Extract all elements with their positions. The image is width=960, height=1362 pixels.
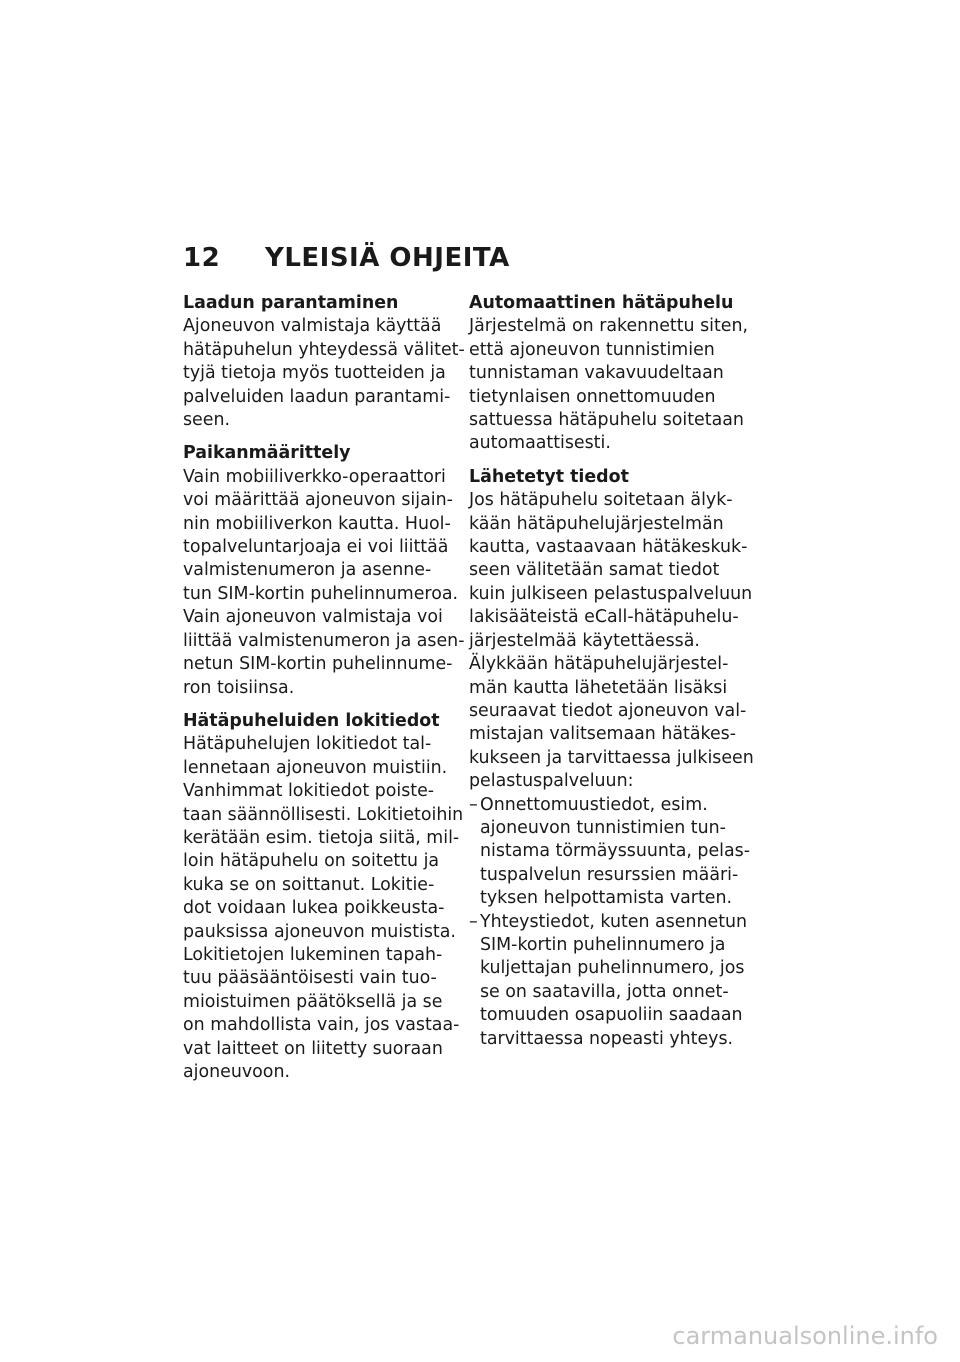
section-paikanmaarittely [183, 442, 465, 699]
text-line: nin mobiiliverkon kautta. Huol- [183, 513, 451, 534]
text-line: voi määrittää ajoneuvon sijain- [183, 490, 453, 511]
text-line: järjestelmää käytettäessä. [469, 630, 700, 651]
section-title: Hätäpuheluiden lokitiedot [183, 710, 440, 731]
right-column [469, 292, 754, 1061]
bullet-dash: – [469, 911, 478, 932]
text-line: ajoneuvoon. [183, 1062, 290, 1082]
section-title: Automaattinen hätäpuhelu [469, 293, 734, 313]
text-line: tomuuden osapuoliin saadaan [480, 1005, 743, 1026]
text-line: män kautta lähetetään lisäksi [469, 677, 728, 698]
text-line: seen välitetään samat tiedot [469, 560, 720, 581]
text-line: Jos hätäpuhelu soitetaan älyk- [469, 490, 733, 511]
chapter-heading [183, 243, 510, 273]
text-line: Hätäpuhelujen lokitiedot tal- [183, 734, 432, 755]
text-line: ron toisiinsa. [183, 677, 295, 698]
section-title: Lähetetyt tiedot [469, 466, 629, 487]
list-item [469, 794, 750, 911]
text-line: kukseen ja tarvittaessa julkiseen [469, 747, 754, 768]
text-line: kuljettajan puhelinnumero, jos [480, 958, 745, 979]
text-line: Vain ajoneuvon valmistaja voi [183, 607, 443, 628]
text-line: netun SIM-kortin puhelinnume- [183, 654, 453, 675]
text-line: Onnettomuustiedot, esim. [480, 794, 708, 815]
text-line: valmistenumeron ja asenne- [183, 560, 432, 581]
text-line: on mahdollista vain, jos vastaa- [183, 1015, 460, 1036]
bullet-dash: – [469, 794, 478, 815]
text-line: että ajoneuvon tunnistimien [469, 339, 715, 360]
text-line: tarvittaessa nopeasti yhteys. [480, 1028, 734, 1049]
text-line: hätäpuhelun yhteydessä välitet- [183, 339, 465, 360]
chapter-title: YLEISIÄ OHJEITA [265, 243, 510, 273]
text-line: se on saatavilla, jotta onnet- [480, 981, 729, 1002]
text-line: automaattisesti. [469, 433, 611, 454]
text-line: seen. [183, 410, 231, 431]
text-line: vat laitteet on liitetty suoraan [183, 1038, 443, 1059]
text-line: lennetaan ajoneuvon muistiin. [183, 757, 448, 778]
text-line: Ajoneuvon valmistaja käyttää [183, 316, 442, 337]
section-lahetetyt-tiedot [469, 466, 754, 1051]
text-line: Älykkään hätäpuhelujärjestel- [469, 654, 729, 675]
text-line: tietynlaisen onnettomuuden [469, 386, 716, 407]
text-line: kuka se on soittanut. Lokitie- [183, 874, 435, 895]
text-line: liittää valmistenumeron ja asen- [183, 630, 465, 651]
text-line: palveluiden laadun parantami- [183, 386, 451, 407]
section-hatapuheluiden-lokitiedot [183, 710, 464, 1085]
text-line: tuu pääsääntöisesti vain tuo- [183, 968, 437, 989]
text-line: taan säännöllisesti. Lokitietoihin [183, 804, 464, 825]
text-line: Yhteystiedot, kuten asennetun [480, 911, 748, 932]
text-line: dot voidaan lukea poikkeusta- [183, 898, 445, 919]
text-line: tuspalvelun resurssien määri- [480, 864, 739, 885]
section-title: Laadun parantaminen [183, 293, 399, 313]
text-line: tyksen helpottamista varten. [480, 888, 733, 909]
text-line: sattuessa hätäpuhelu soitetaan [469, 410, 744, 431]
text-line: topalveluntarjoaja ei voi liittää [183, 537, 449, 558]
text-line: loin hätäpuhelu on soitettu ja [183, 851, 440, 872]
chapter-number: 12 [183, 243, 221, 273]
text-line: Järjestelmä on rakennettu siten, [469, 316, 749, 337]
text-line: seuraavat tiedot ajoneuvon val- [469, 700, 747, 721]
text-line: pauksissa ajoneuvon muistista. [183, 921, 456, 942]
text-line: kään hätäpuhelujärjestelmän [469, 513, 724, 534]
text-line: nistama törmäyssuunta, pelas- [480, 841, 750, 862]
text-line: Lokitietojen lukeminen tapah- [183, 944, 443, 965]
text-line: tunnistaman vakavuudeltaan [469, 363, 724, 384]
section-automaattinen-hatapuhelu [469, 292, 749, 456]
text-line: kautta, vastaavaan hätäkeskuk- [469, 537, 748, 558]
text-line: pelastuspalveluun: [469, 771, 634, 792]
list-item [469, 911, 748, 1051]
text-line: Vanhimmat lokitiedot poiste- [183, 781, 435, 802]
bullet-list [469, 794, 750, 1051]
text-line: tun SIM-kortin puhelinnumeroa. [183, 583, 459, 604]
text-line: tyjä tietoja myös tuotteiden ja [183, 363, 446, 384]
text-line: ajoneuvon tunnistimien tun- [480, 817, 726, 838]
text-line: Vain mobiiliverkko-operaattori [183, 466, 446, 487]
section-title: Paikanmäärittely [183, 443, 351, 464]
text-line: mioistuimen päätöksellä ja se [183, 991, 443, 1012]
text-line: kuin julkiseen pelastuspalveluun [469, 583, 753, 604]
text-line: mistajan valitsemaan hätäkes- [469, 724, 736, 745]
text-line: SIM-kortin puhelinnumero ja [480, 934, 726, 955]
text-line: kerätään esim. tietoja siitä, mil- [183, 827, 460, 848]
text-line: lakisääteistä eCall-hätäpuhelu- [469, 607, 739, 628]
left-column [183, 292, 465, 1094]
section-laadun-parantaminen [183, 292, 465, 432]
watermark: carmanualsonline.info [672, 1322, 938, 1350]
